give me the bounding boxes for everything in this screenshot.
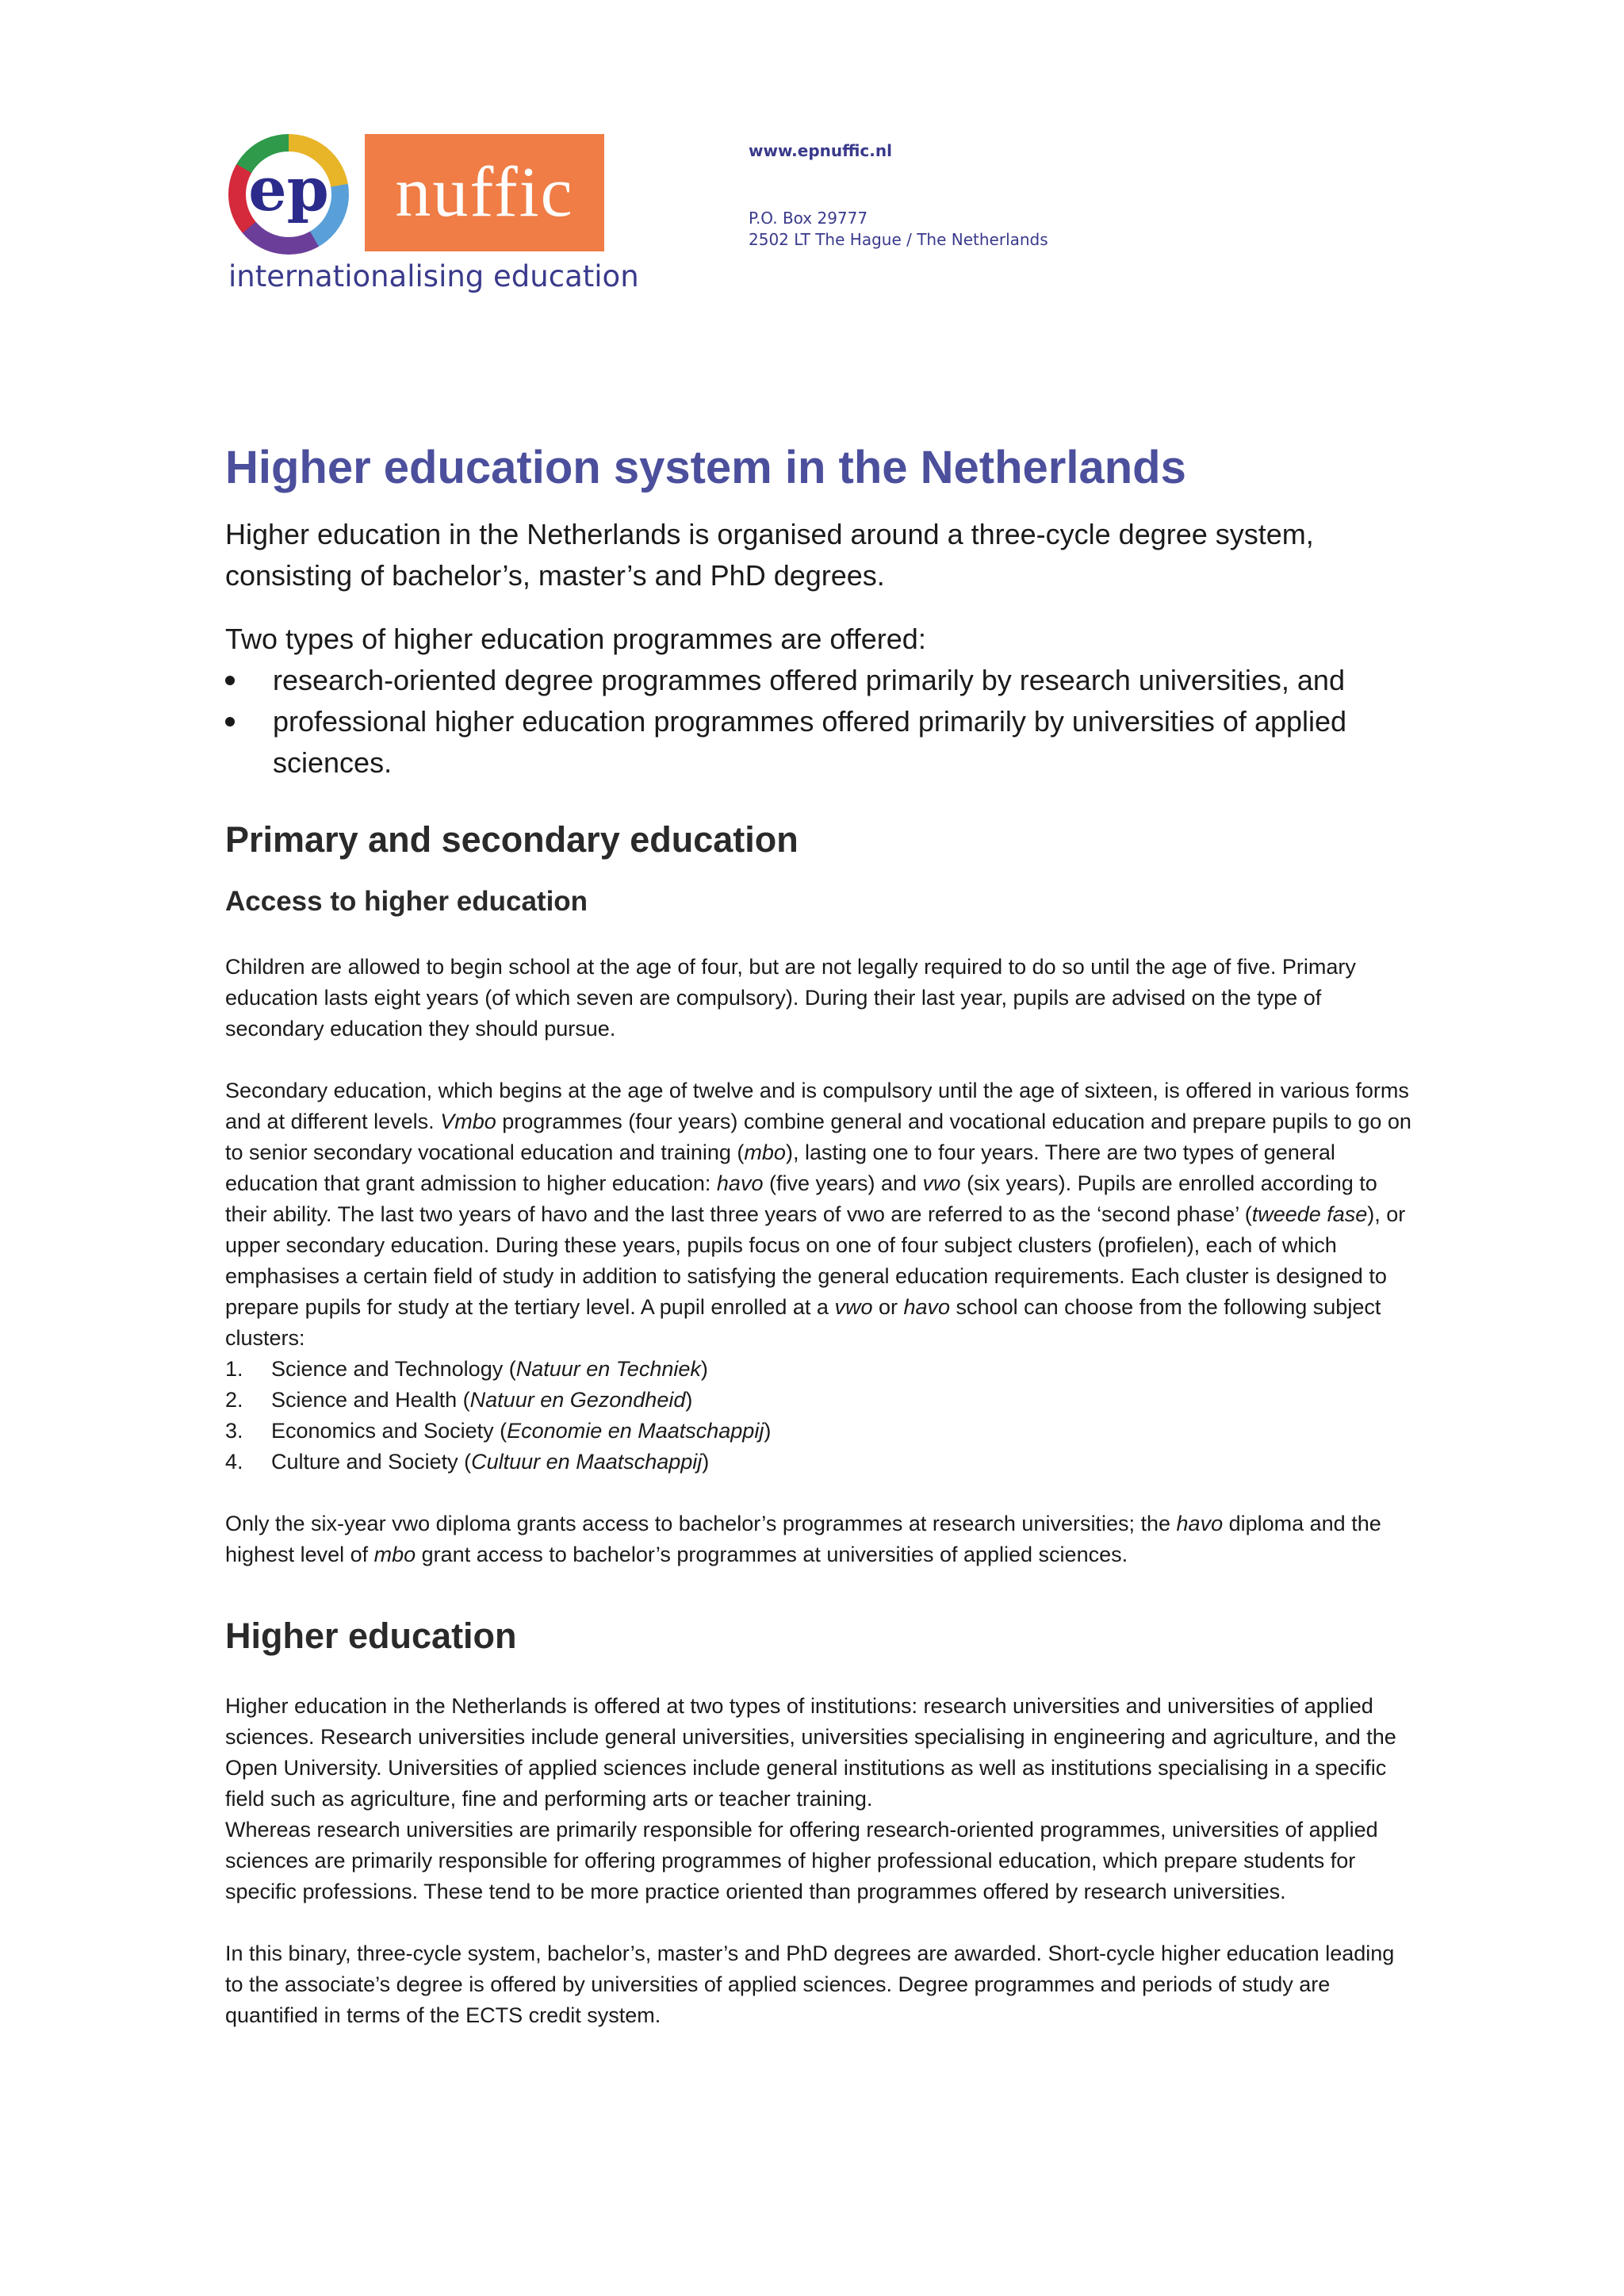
subheading-access: Access to higher education xyxy=(225,886,588,917)
logo-orange-box xyxy=(365,134,604,251)
postal-address xyxy=(749,208,1048,251)
responsibilities-paragraph: Whereas research universities are primarily responsible for offering research-oriented programmes, universities of applied sciences are primarily responsible for offering programmes of higher professional education, which prepare students for specific professions. These tend to be more practice oriented than programmes offered by research universities. xyxy=(225,1818,1378,1903)
list-item: 2. Science and Health (Natuur en Gezondheid) xyxy=(225,1388,693,1412)
subject-clusters-list xyxy=(225,1354,1415,1478)
website-link[interactable]: www.epnuffic.nl xyxy=(749,141,892,160)
list-item: 4. Culture and Society (Cultuur en Maatschappij) xyxy=(225,1450,710,1474)
list-item: 1. Science and Technology (Natuur en Techniek) xyxy=(225,1357,708,1381)
po-box: P.O. Box 29777 xyxy=(749,209,868,228)
main-content xyxy=(225,436,1415,2031)
access-paragraph: Only the six-year vwo diploma grants access to bachelor’s programmes at research universities; the havo diploma and the highest level of mbo grant access to bachelor’s programmes at universities of applied sciences. xyxy=(225,1512,1381,1566)
city-line: 2502 LT The Hague / The Netherlands xyxy=(749,230,1048,249)
intro-paragraph: Higher education in the Netherlands is organised around a three-cycle degree system, consisting of bachelor’s, master’s and PhD degrees. xyxy=(225,518,1314,592)
primary-paragraph: Children are allowed to begin school at the age of four, but are not legally required to do so until the age of five. Primary education lasts eight years (of which seven are compulsory). During their last year, pupils are advised on the type of secondary education they should pursue. xyxy=(225,955,1356,1041)
types-intro: Two types of higher education programmes are offered: xyxy=(225,623,926,655)
bullet-icon xyxy=(225,717,235,726)
degrees-paragraph: In this binary, three-cycle system, bachelor’s, master’s and PhD degrees are awarded. Short-cycle higher education leading to the associate’s degree is offered by universities of applied sciences. Degree programmes and periods of study are quantified in terms of the ECTS credit system. xyxy=(225,1941,1395,2027)
contact-block xyxy=(749,141,1048,251)
list-item: 3. Economics and Society (Economie en Maatschappij) xyxy=(225,1419,772,1443)
page-title: Higher education system in the Netherlands xyxy=(225,442,1186,493)
section-heading-higher-education: Higher education xyxy=(225,1616,517,1656)
list-item: professional higher education programmes offered primarily by universities of applied sciences. xyxy=(225,701,1415,784)
epnuffic-logo xyxy=(228,131,639,297)
institutions-paragraph: Higher education in the Netherlands is offered at two types of institutions: research universities and universities of applied sciences. Research universities include general universities, universities specialising in engineering and agriculture, and the Open University. Universities of applied sciences include general institutions as well as institutions specialising in a specific field such as agriculture, fine and performing arts or teacher training. xyxy=(225,1694,1396,1811)
logo-ep-text: ep xyxy=(248,154,329,224)
logo-tagline: internationalising education xyxy=(228,259,639,293)
logo-nuffic-text: nuffic xyxy=(395,153,574,232)
section-heading-primary-secondary: Primary and secondary education xyxy=(225,819,799,860)
programme-types-list xyxy=(225,660,1415,784)
bullet-icon xyxy=(225,676,235,685)
list-item: research-oriented degree programmes offered primarily by research universities, and xyxy=(225,660,1415,701)
secondary-paragraph: Secondary education, which begins at the age of twelve and is compulsory until the age of sixteen, is offered in various forms and at different levels. Vmbo programmes (four years) combine general and vocational education and prepare pupils to go on to senior secondary vocational education and training (mbo), lasting one to four years. There are two types of general education that grant admission to higher education: havo (five years) and vwo (six years). Pupils are enrolled according to their ability. The last two years of havo and the last three years of vwo are referred to as the ‘second phase’ (tweede fase), or upper secondary education. During these years, pupils focus on one of four subject clusters (profielen), each of which emphasises a certain field of study in addition to satisfying the general education requirements. Each cluster is designed to prepare pupils for study at the tertiary level. A pupil enrolled at a vwo or havo school can choose from the following subject clusters: xyxy=(225,1079,1411,1350)
